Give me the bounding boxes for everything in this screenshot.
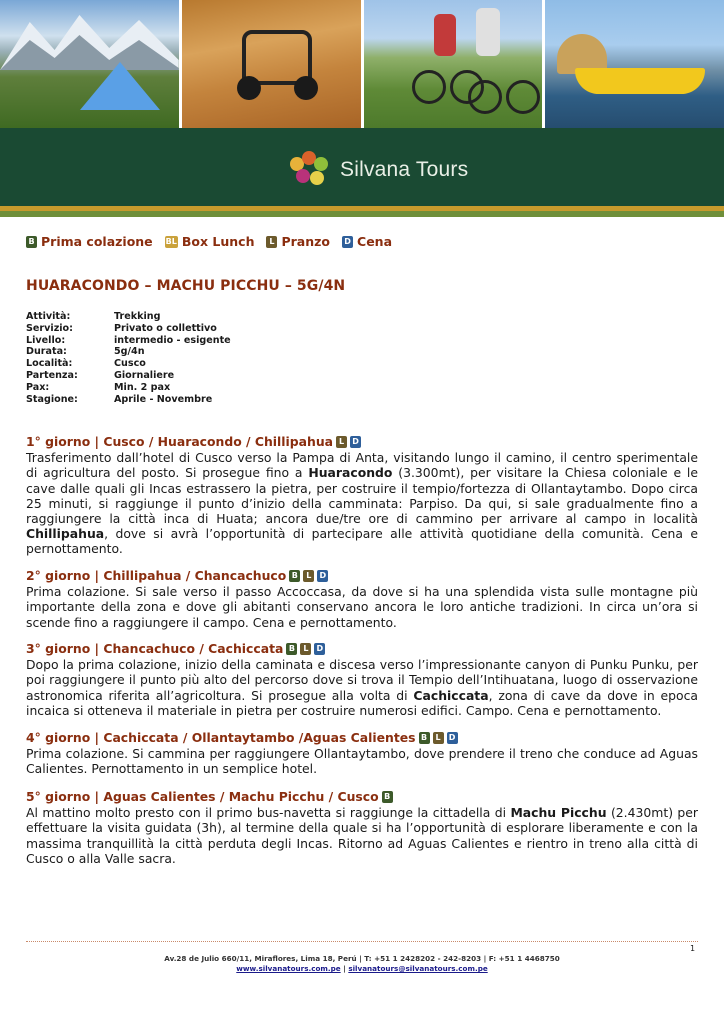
text-run: , dove si avrà l’opportunità di partecipare alle attività quotidiane della comunità. Cena e pernottamento. [26,526,698,557]
dinner-icon: D [314,643,325,655]
dinner-icon: D [350,436,361,448]
photo-mountain-camp [0,0,179,128]
fact-key: Livello: [26,334,66,346]
text-run: Dopo la prima colazione, inizio della caminata e discesa verso l’impressionante canyon di Punku Punku, per poi raggiungere il punto più alto del percorso dove si trova il Tempio dell’Intihuatana, luogo di osservazione astronomica riferita all’agricoltura. Si prosegue alla volta di [26,657,698,703]
tour-facts [26,311,231,405]
footer-separator: | [340,964,349,973]
breakfast-icon: B [382,791,393,803]
fact-row [26,358,231,370]
fact-key: Stagione: [26,393,78,405]
fact-value: Privato o collettivo [114,322,217,334]
footer [0,954,724,974]
logo-flower-icon [286,151,334,189]
legend-label: Prima colazione [41,234,153,249]
day-description: Prima colazione. Si sale verso il passo Accoccasa, da dove si ha una splendida vista sulle montagne più importante della zona e dove gli abitanti conservano ancora le loro antiche tradizioni. In circa un’ora si scende fino a raggiungere il campo. Cena e pernottamento. [26,584,698,630]
fact-row [26,311,231,323]
fact-row [26,323,231,335]
lunch-icon: L [303,570,314,582]
brand-name: Silvana Tours [340,158,469,181]
silvana-tours-logo [286,150,468,190]
footer-divider [26,941,698,942]
header-photo-strip [0,0,724,128]
fact-key: Partenza: [26,369,78,381]
breakfast-icon: B [26,236,37,248]
text-run: (2.430mt) per effettuare la visita guidata (3h), al termine della quale si ha l’opportunità di esplorare liberamente e con la massima tranquillità la città perduta degli Incas. Ritorno ad Aguas Calientes e rientro in treno alla città di Cusco o alla Valle sacra. [26,805,699,866]
fact-value: intermedio - esigente [114,334,231,346]
text-run: (3.300mt), per visitare la Chiesa coloniale e le cave dalle quali gli Incas estrassero la pietra, per costruire il tempio/fortezza di Ollantaytambo. Dopo circa 25 minuti, si raggiunge il punto d’inizio della camminata: Parpiso. Da qui, si sale gradualmente fino a raggiungere la città inca di Huata; ancora due/tre ore di cammino per arrivare al campo in località [26,465,698,527]
fact-key: Località: [26,358,73,370]
fact-row [26,394,231,406]
text-run: Trasferimento dall’hotel di Cusco verso la Pampa di Anta, visitando lungo il camino, il centro sperimentale di agricultura del posto. Si prosegue fino a [26,450,698,481]
photo-sand-buggy [182,0,361,128]
day-section-4 [26,730,698,777]
day-heading [26,730,698,745]
breakfast-icon: B [419,732,430,744]
day-heading [26,789,698,804]
day-description: Prima colazione. Si cammina per raggiungere Ollantaytambo, dove prendere il treno che conduce ad Aguas Calientes. Pernottamento in un semplice hotel. [26,746,698,777]
fact-key: Pax: [26,381,50,393]
fact-value: Aprile - Novembre [114,393,213,405]
place-name: Machu Picchu [510,805,607,821]
fact-value: Giornaliere [114,369,175,381]
page-number: 1 [690,944,696,953]
fact-value: Trekking [114,311,161,322]
dinner-icon: D [447,732,458,744]
day-heading-text: 2° giorno | Chillipahua / Chancachuco [26,568,287,583]
legend-item-box-lunch [165,234,255,249]
day-description [26,450,698,556]
place-name: Chillipahua [26,526,105,542]
footer-address: Av.28 de Julio 660/11, Miraflores, Lima 18, Perú | T: +51 1 2428202 - 242-8203 | F: +51 1 4468750 [164,954,560,963]
fact-key: Servizio: [26,322,73,334]
day-heading [26,641,698,656]
day-heading-text: 5° giorno | Aguas Calientes / Machu Picchu / Cusco [26,789,379,804]
fact-row [26,370,231,382]
day-description [26,805,698,866]
website-link[interactable]: www.silvanatours.com.pe [236,964,341,973]
fact-value: Min. 2 pax [114,381,171,393]
fact-value: 5g/4n [114,346,145,358]
photo-mountain-bikes [364,0,543,128]
legend-item-colazione [26,234,153,249]
day-section-5 [26,789,698,866]
page-title: HUARACONDO – MACHU PICCHU – 5G/4N [26,278,346,294]
lunch-icon: L [433,732,444,744]
fact-row [26,346,231,358]
photo-lake-kayak [545,0,724,128]
lunch-icon: L [266,236,277,248]
legend-item-cena [342,234,392,249]
banner-stripe-green [0,211,724,217]
breakfast-icon: B [286,643,297,655]
day-section-3 [26,641,698,718]
legend-label: Pranzo [281,234,331,249]
day-description [26,657,698,718]
legend-label: Box Lunch [181,234,255,249]
place-name: Huaracondo [308,465,393,481]
fact-row [26,335,231,347]
lunch-icon: L [300,643,311,655]
box-lunch-icon: BL [165,236,177,246]
footer-links [0,964,724,974]
text-run: Al mattino molto presto con il primo bus-navetta si raggiunge la cittadella di [26,805,511,821]
breakfast-icon: B [289,570,300,582]
email-link[interactable]: silvanatours@silvanatours.com.pe [348,964,488,973]
day-section-2 [26,568,698,630]
day-heading [26,434,698,449]
day-section-1 [26,434,698,557]
lunch-icon: L [336,436,347,448]
legend-label: Cena [357,234,393,249]
legend-item-pranzo [266,234,330,249]
text-run: , zona di cave da dove in epoca incaica si otteneva il materiale in pietra per costruire numerosi edifici. Campo. Cena e pernottamento. [26,687,698,718]
day-heading-text: 4° giorno | Cachiccata / Ollantaytambo /Aguas Calientes [26,730,416,745]
place-name: Cachiccata [413,687,489,703]
dinner-icon: D [317,570,328,582]
fact-value: Cusco [114,358,146,370]
dinner-icon: D [342,236,353,248]
fact-key: Attività: [26,311,71,322]
day-heading-text: 1° giorno | Cusco / Huaracondo / Chillipahua [26,434,334,449]
fact-row [26,382,231,394]
day-heading-text: 3° giorno | Chancachuco / Cachiccata [26,641,284,656]
fact-key: Durata: [26,346,67,358]
day-heading [26,568,698,583]
meal-legend [26,234,398,249]
